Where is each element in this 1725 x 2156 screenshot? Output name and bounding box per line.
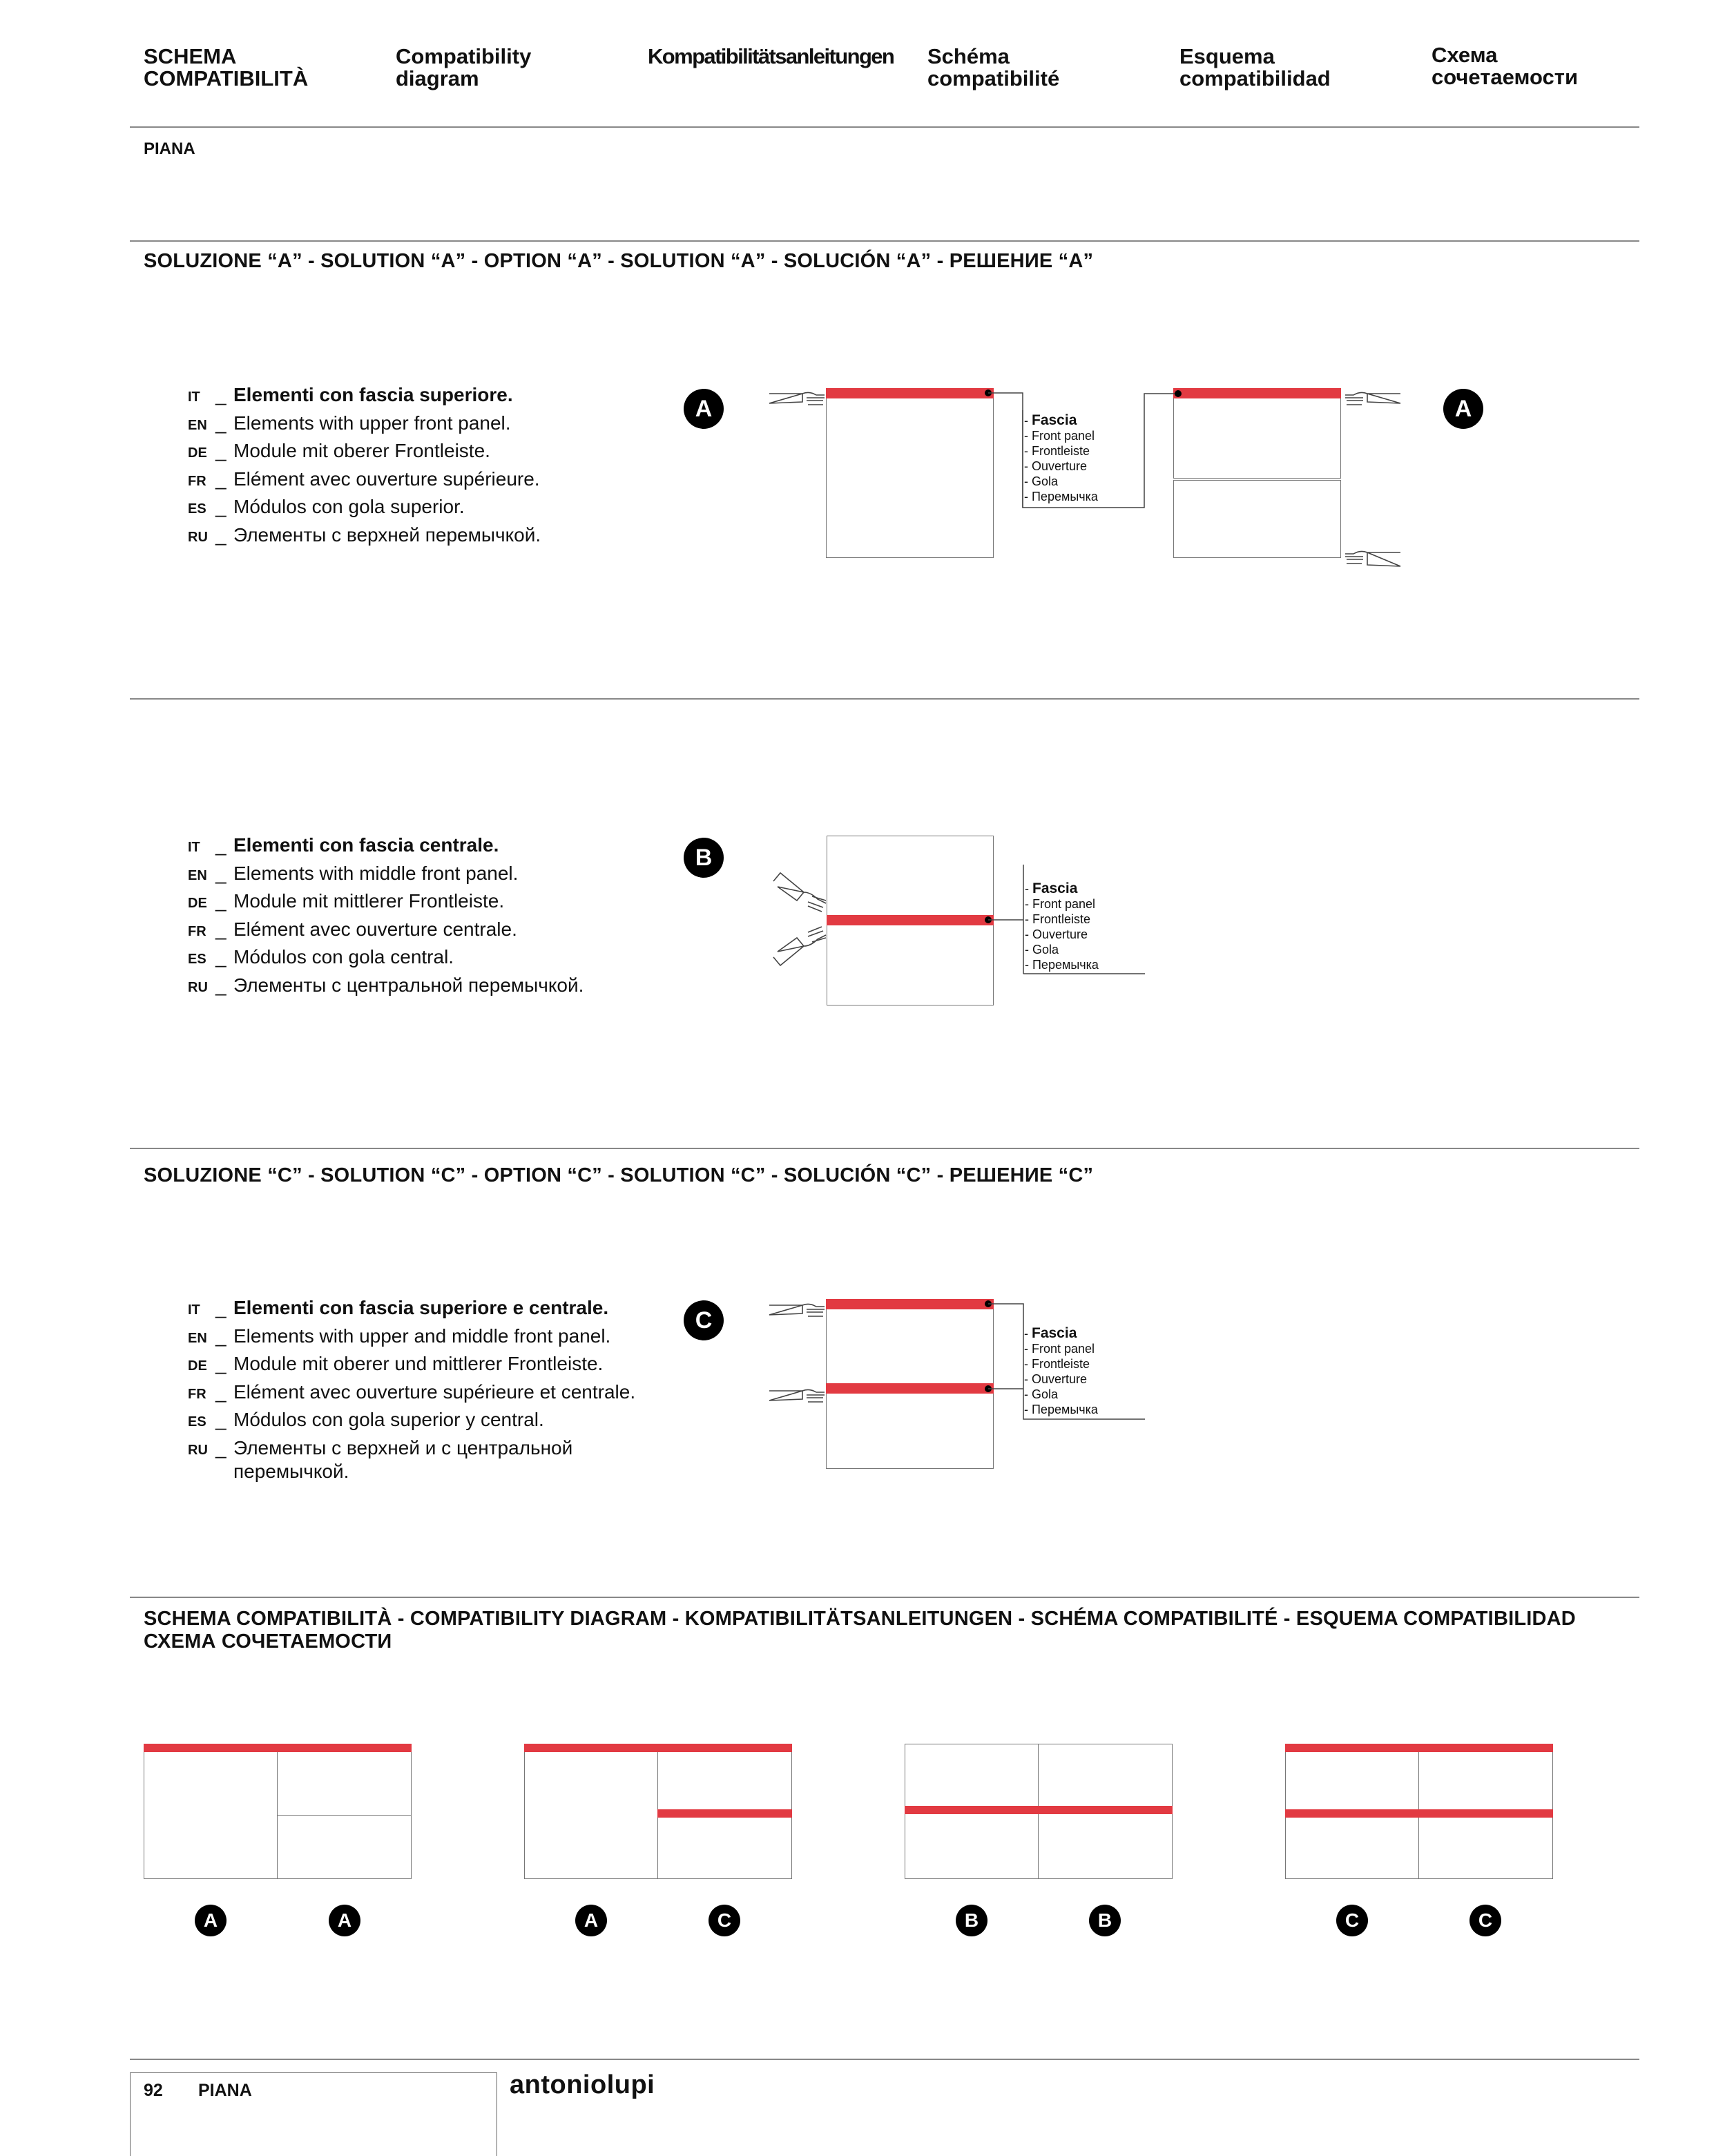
section-c-list — [188, 1294, 636, 1483]
legend-item: - Перемычка — [1024, 490, 1098, 503]
header-col-en — [396, 46, 531, 90]
lang-code: DE — [188, 445, 207, 461]
lang-code: RU — [188, 979, 208, 995]
legend-item: - Front panel — [1025, 897, 1096, 911]
list-item-text: Módulos con gola superior. — [233, 496, 465, 517]
list-item-text: Module mit oberer Frontleiste. — [233, 440, 490, 461]
section-a-divider — [130, 240, 1639, 242]
list-item: EN _ Elements with upper and middle front panel. — [188, 1322, 575, 1351]
header-col-de-line1: Kompatibilitätsanleitungen — [648, 44, 894, 68]
fascia-upper — [524, 1744, 792, 1752]
compat-badge: C — [1469, 1905, 1501, 1936]
header-col-it-line1: SCHEMA — [144, 44, 237, 68]
compat-title — [144, 1608, 1576, 1653]
header-col-de — [648, 46, 894, 68]
compat-badge: B — [956, 1905, 987, 1936]
legend-title: Fascia — [1032, 880, 1078, 896]
header-col-ru-line1: Схема — [1432, 43, 1498, 67]
hand-icon — [768, 388, 826, 410]
header-col-es-line1: Esquema — [1179, 44, 1275, 68]
header-col-it-line2: COMPATIBILITÀ — [144, 66, 309, 90]
compat-module — [277, 1815, 412, 1879]
legend-item: - Перемычка — [1025, 958, 1099, 972]
fascia-middle — [657, 1809, 792, 1818]
header-col-en-line1: Compatibility — [396, 44, 532, 68]
lang-code: DE — [188, 896, 207, 911]
list-item: DE _ Module mit oberer und mittlerer Frontleiste. — [188, 1350, 575, 1378]
badge-c: C — [684, 1300, 724, 1340]
list-item: FR _ Elément avec ouverture supérieure et centrale. — [188, 1378, 575, 1407]
lang-code: FR — [188, 1386, 206, 1402]
lang-code: IT — [188, 389, 200, 405]
badge-a-right: A — [1443, 389, 1483, 429]
hand-icon — [768, 1300, 826, 1322]
legend-item: - Gola — [1024, 474, 1059, 488]
footer-product: PIANA — [198, 2081, 252, 2100]
compat-badge: B — [1089, 1905, 1121, 1936]
legend-title-row: - Fascia — [1024, 412, 1077, 428]
lang-code: EN — [188, 1330, 207, 1346]
fascia-middle — [905, 1806, 1173, 1814]
lang-code: FR — [188, 473, 206, 489]
badge-a-left: A — [684, 389, 724, 429]
badge-b: B — [684, 838, 724, 878]
header-col-fr-line1: Schéma — [927, 44, 1010, 68]
list-item-text: Elementi con fascia centrale. — [233, 834, 499, 856]
list-item: ES _ Módulos con gola superior y central. — [188, 1406, 575, 1434]
list-item: RU _ Элементы с верхней и с центральной перемычкой. — [188, 1434, 575, 1483]
section-c-title: SOLUZIONE “C” - SOLUTION “C” - OPTION “C” - SOLUTION “C” - SOLUCIÓN “C” - РЕШЕНИЕ “C” — [144, 1164, 1094, 1186]
lang-code: ES — [188, 1414, 206, 1430]
list-item-text: Elément avec ouverture supérieure et centrale. — [233, 1380, 636, 1403]
lang-code: RU — [188, 529, 208, 545]
lang-code: EN — [188, 417, 207, 433]
legend-item: - Ouverture — [1025, 927, 1088, 941]
section-a-title: SOLUZIONE “A” - SOLUTION “A” - OPTION “A” - SOLUTION “A” - SOLUCIÓN “A” - РЕШЕНИЕ “A” — [144, 250, 1094, 272]
legend-title: Fascia — [1032, 412, 1077, 428]
hand-icon — [1344, 550, 1402, 572]
legend-item: - Gola — [1024, 1387, 1059, 1401]
list-item-text: Элементы с центральной перемычкой. — [233, 974, 584, 996]
legend-item: - Gola — [1025, 943, 1059, 956]
hand-icon — [768, 1385, 826, 1407]
list-item-text: Módulos con gola central. — [233, 946, 454, 968]
lang-code: DE — [188, 1358, 207, 1374]
list-item-text: Elément avec ouverture supérieure. — [233, 468, 540, 490]
lang-code: IT — [188, 1302, 200, 1318]
section-c-divider — [130, 1148, 1639, 1149]
brand-logo: antoniolupi — [510, 2070, 655, 2099]
lang-code: EN — [188, 867, 207, 883]
legend-item: - Ouverture — [1024, 1372, 1088, 1386]
header-col-es — [1179, 46, 1331, 90]
legend-item: - Перемычка — [1024, 1403, 1098, 1416]
legend-title-row: - Fascia — [1025, 880, 1078, 896]
legend-item: - Ouverture — [1024, 459, 1088, 473]
product-label: PIANA — [144, 139, 195, 158]
list-item-text: Elements with middle front panel. — [233, 862, 519, 884]
list-item-text: Elements with upper front panel. — [233, 412, 511, 434]
page-number: 92 — [144, 2081, 163, 2100]
compat-module — [277, 1744, 412, 1816]
legend-c — [1024, 1326, 1098, 1417]
legend-title: Fascia — [1032, 1325, 1077, 1341]
compat-title-line1: SCHEMA COMPATIBILITÀ - COMPATIBILITY DIAGRAM - KOMPATIBILITÄTSANLEITUNGEN - SCHÉMA COMPATIBILITÉ - ESQUEMA COMPATIBILIDAD — [144, 1608, 1576, 1630]
list-item-text: Módulos con gola superior y central. — [233, 1409, 544, 1430]
hand-icon — [1344, 388, 1402, 410]
legend-item: - Frontleiste — [1024, 1357, 1090, 1371]
header-col-ru-line2: сочетаемости — [1432, 65, 1579, 89]
compat-badge: C — [1336, 1905, 1368, 1936]
legend-b — [1025, 881, 1099, 972]
legend-title-row: - Fascia — [1024, 1325, 1077, 1341]
footer-divider — [130, 2059, 1639, 2060]
lang-code: RU — [188, 1442, 208, 1458]
list-item-text: Module mit oberer und mittlerer Frontleiste. — [233, 1353, 604, 1374]
header-col-en-line2: diagram — [396, 66, 479, 90]
section-b-divider — [130, 698, 1639, 700]
compat-divider — [130, 1597, 1639, 1598]
list-item-text: Элементы с верхней перемычкой. — [233, 523, 541, 546]
fascia-upper — [1285, 1744, 1553, 1752]
list-item-text: Elements with upper and middle front panel. — [233, 1325, 611, 1347]
lang-code: ES — [188, 952, 206, 967]
compat-module — [144, 1744, 278, 1879]
legend-item: - Frontleiste — [1024, 444, 1090, 458]
list-item-text: Элементы с верхней и с центральной перемычкой. — [233, 1436, 573, 1482]
header-col-it — [144, 46, 308, 90]
compat-title-line2: СХЕМА СОЧЕТАЕМОСТИ — [144, 1630, 392, 1653]
legend-item: - Front panel — [1024, 1342, 1095, 1356]
compat-badge: A — [329, 1905, 360, 1936]
compat-badge: C — [709, 1905, 740, 1936]
header-divider — [130, 126, 1639, 128]
lang-code: FR — [188, 923, 206, 939]
footer-page-box — [130, 2072, 497, 2156]
fascia-middle — [1285, 1809, 1553, 1818]
legend-a — [1024, 413, 1098, 504]
compat-badge: A — [575, 1905, 607, 1936]
compat-badge: A — [195, 1905, 227, 1936]
header-col-fr-line2: compatibilité — [927, 66, 1060, 90]
legend-item: - Frontleiste — [1025, 912, 1091, 926]
header-col-es-line2: compatibilidad — [1179, 66, 1331, 90]
list-item-text: Module mit mittlerer Frontleiste. — [233, 890, 505, 912]
compat-module — [524, 1744, 659, 1879]
legend-item: - Front panel — [1024, 429, 1095, 443]
hand-icon — [772, 872, 827, 914]
lang-code: IT — [188, 840, 200, 855]
list-item-text: Elementi con fascia superiore e centrale. — [233, 1297, 609, 1318]
list-item-text: Elementi con fascia superiore. — [233, 384, 513, 405]
hand-icon — [772, 924, 827, 967]
list-item-text: Elément avec ouverture centrale. — [233, 918, 517, 940]
list-item: IT _ Elementi con fascia superiore e centrale. — [188, 1294, 575, 1322]
fascia-upper — [144, 1744, 412, 1752]
header-col-ru — [1432, 44, 1578, 88]
lang-code: ES — [188, 501, 206, 517]
header-col-fr — [927, 46, 1059, 90]
